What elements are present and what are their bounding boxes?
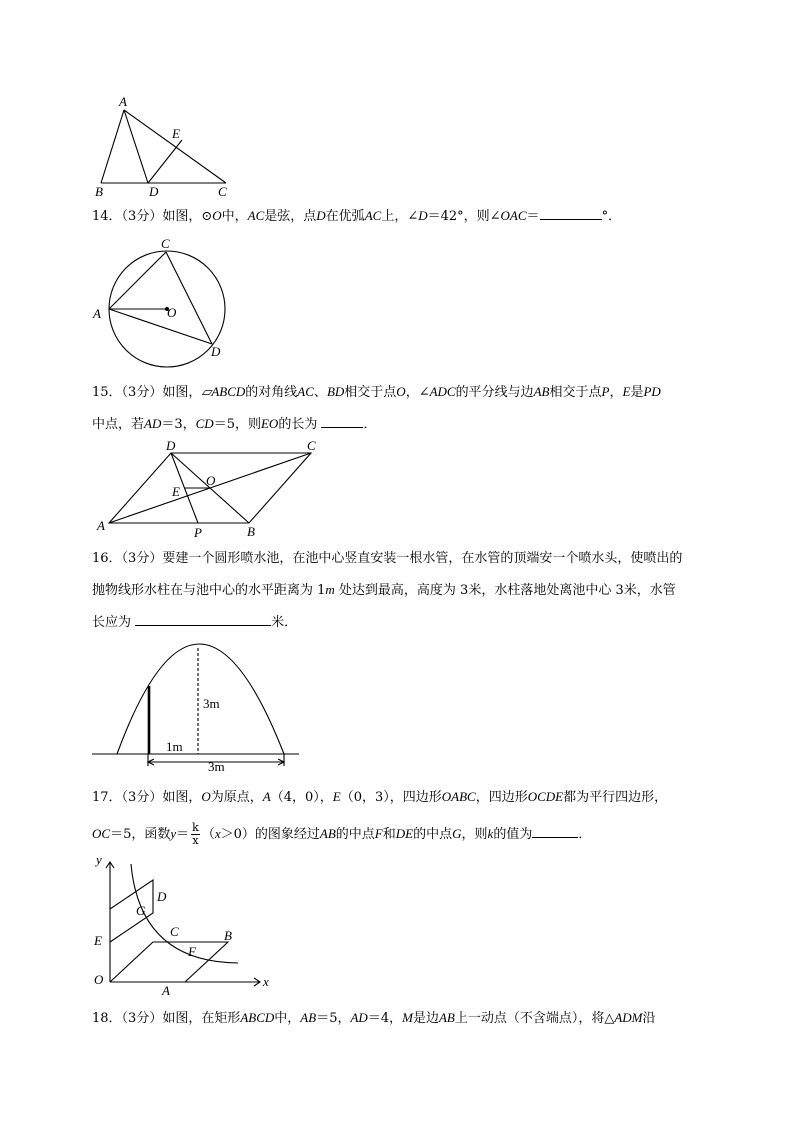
question-17-line-2: OC＝5，函数y＝ $\frac{k}{x}$ （x＞0）的图象经过AB的中点F和DE的中点G，则k的值为 ． <box>92 821 592 847</box>
figure-17-coordinates <box>88 850 283 998</box>
question-14: 14．（3分）如图，⊙O中，AC是弦，点D在优弧AC上，∠D＝42°，则∠OAC＝ °． <box>92 205 621 227</box>
label-C: C <box>307 438 316 453</box>
label-B: B <box>247 524 255 539</box>
label-B: B <box>224 928 232 943</box>
label-E: E <box>172 126 180 141</box>
label-O: O <box>167 305 177 320</box>
label-A: A <box>93 306 101 321</box>
label-A: A <box>97 518 105 533</box>
answer-blank-16[interactable] <box>135 611 271 626</box>
fraction-k-over-x: $\frac{k}{x}$ <box>192 821 199 847</box>
label-distance-1m: 1m <box>166 739 183 754</box>
label-distance-3m: 3m <box>208 759 225 774</box>
question-16-line-3: 长应为 米． <box>92 611 297 633</box>
question-15-line-2: 中点，若AD＝3，CD＝5，则EO的长为 ． <box>92 413 377 435</box>
question-15-line-1: 15．（3分）如图，▱ABCD的对角线AC、BD相交于点O，∠ADC的平分线与边AB相交于点P，E是PD <box>92 384 661 400</box>
question-18: 18．（3分）如图，在矩形ABCD中，AB＝5，AD＝4，M是边AB上一动点（不含端点），将△ADM沿 <box>92 1010 656 1026</box>
label-D: D <box>166 438 176 453</box>
label-height-3m: 3m <box>203 696 220 711</box>
figure-14-circle <box>88 232 238 362</box>
label-C: C <box>218 184 227 199</box>
label-E: E <box>172 484 180 499</box>
figure-15-parallelogram <box>92 437 332 542</box>
figure-13-triangle <box>90 92 240 198</box>
label-P: P <box>194 525 202 540</box>
label-D: D <box>149 184 159 199</box>
answer-blank-17[interactable] <box>532 823 578 838</box>
label-D: D <box>157 889 167 904</box>
figure-16-fountain <box>92 640 302 775</box>
question-16-line-1: 16．（3分）要建一个圆形喷水池，在池中心竖直安装一根水管，在水管的顶端安一个喷水头，使喷出的 <box>92 551 683 566</box>
label-D: D <box>211 344 221 359</box>
label-G: G <box>136 903 146 918</box>
label-A: A <box>119 94 127 109</box>
label-B: B <box>95 184 103 199</box>
answer-blank-15[interactable] <box>321 413 363 428</box>
label-x: x <box>263 974 269 989</box>
question-17-line-1: 17．（3分）如图，O为原点，A（4，0），E（0，3），四边形OABC，四边形OCDE都为平行四边形， <box>92 789 668 805</box>
label-F: F <box>188 944 196 959</box>
label-y: y <box>96 852 102 867</box>
label-O: O <box>206 473 216 488</box>
question-16-line-2: 抛物线形水柱在与池中心的水平距离为 1m 处达到最高，高度为 3米，水柱落地处离池中心 3米，水管 <box>92 582 676 598</box>
label-O: O <box>94 972 104 987</box>
label-C: C <box>161 236 170 251</box>
label-C: C <box>170 924 179 939</box>
label-A: A <box>162 983 170 998</box>
answer-blank-14[interactable] <box>540 205 602 220</box>
label-E: E <box>94 933 102 948</box>
